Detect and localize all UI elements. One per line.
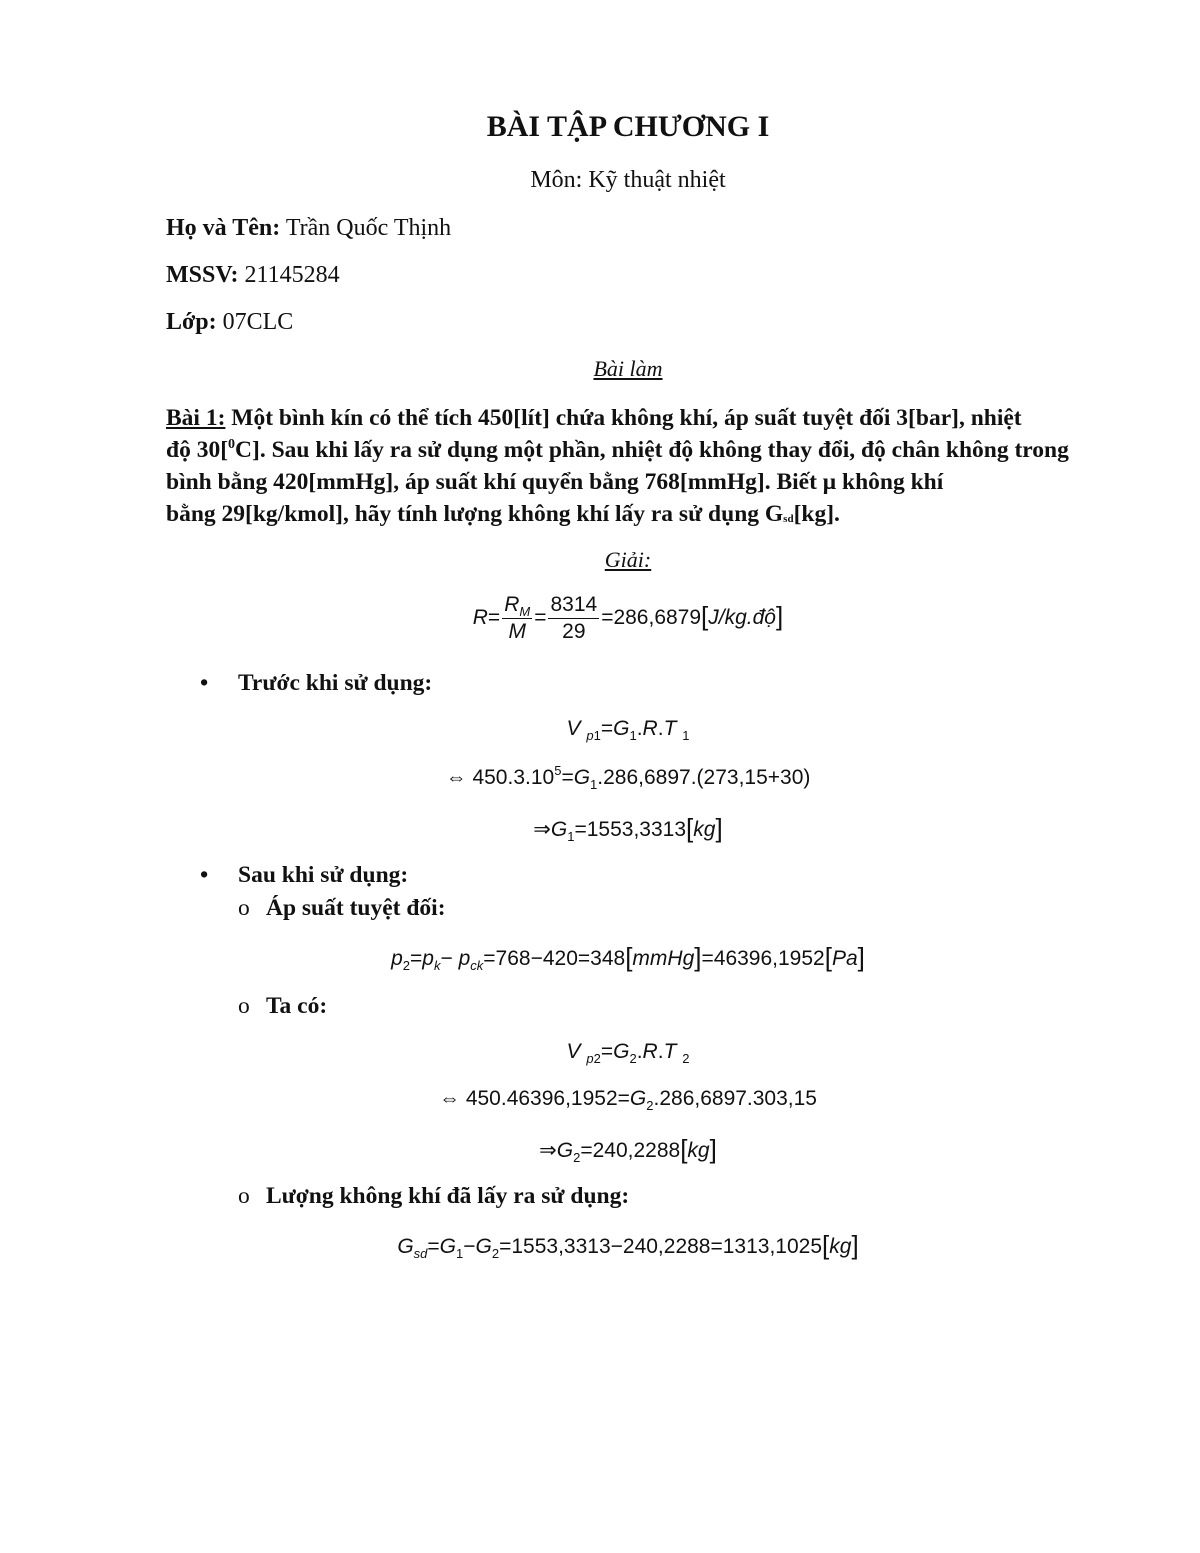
problem-line-2-sup: 0 bbox=[228, 437, 236, 452]
problem-line-4-sub: sd bbox=[783, 513, 794, 525]
g2-value: =240,2288 bbox=[580, 1139, 681, 1162]
student-class-label: Lớp: bbox=[166, 309, 217, 335]
problem-line-2-b: C]. Sau khi lấy ra sử dụng một phần, nhiệt độ không thay đổi, độ chân không trong bbox=[235, 437, 1069, 463]
subbullet-amount-used-text: Lượng không khí đã lấy ra sử dụng: bbox=[266, 1183, 630, 1209]
eq2-left: 450.3.10 bbox=[472, 766, 555, 789]
student-name-line bbox=[166, 215, 451, 242]
solution-title: Giải: bbox=[604, 547, 652, 572]
problem-line-1-text: Một bình kín có thể tích 450[lít] chứa không khí, áp suất tuyệt đối 3[bar], nhiệt bbox=[231, 405, 1022, 431]
equation-pressure: $p_2=p_k-$ $p_{ck}=768-420=348[mmHg]=46396,1952[Pa]$ bbox=[391, 942, 865, 973]
page-title: BÀI TẬP CHƯƠNG I bbox=[486, 110, 770, 143]
p2-value-pa: =46396,1952 bbox=[701, 947, 825, 970]
problem-label: Bài 1: bbox=[166, 405, 226, 431]
subbullet-abs-pressure-text: Áp suất tuyệt đối: bbox=[266, 895, 446, 921]
g2-unit: kg bbox=[687, 1139, 710, 1162]
problem-line-1 bbox=[166, 402, 1106, 434]
eq2-right: 286,6897.(273,15+30) bbox=[603, 766, 811, 789]
eq6-right: .286,6897.303,15 bbox=[653, 1087, 817, 1110]
problem-line-4 bbox=[166, 498, 1106, 535]
student-id: 21145284 bbox=[244, 262, 340, 288]
student-class: 07CLC bbox=[222, 309, 294, 335]
bullet-after-text: Sau khi sử dụng: bbox=[238, 862, 409, 888]
r-numerator: 8314 bbox=[548, 592, 599, 619]
r-unit: J/kg.độ bbox=[708, 606, 776, 630]
bullet-before-text: Trước khi sử dụng: bbox=[238, 670, 433, 696]
eq2-exponent: 5 bbox=[554, 763, 562, 778]
p2-unit-mmhg: mmHg bbox=[632, 947, 695, 970]
r-denominator: 29 bbox=[562, 620, 586, 643]
subbullet-we-have-text: Ta có: bbox=[266, 993, 328, 1019]
equation-gsd-result: $G_{sd}=G_1-G_2=1553,3313-240,2288=1313,1025[kg]$ bbox=[397, 1230, 859, 1261]
g1-value: =1553,3313 bbox=[574, 818, 687, 841]
student-name-label: Họ và Tên: bbox=[166, 215, 281, 241]
p2-unit-pa: Pa bbox=[831, 947, 858, 970]
r-value: =286,6879 bbox=[601, 606, 702, 630]
problem-statement bbox=[166, 402, 1106, 535]
gsd-unit: kg bbox=[829, 1235, 852, 1258]
problem-line-2-a: độ 30[ bbox=[166, 437, 229, 463]
subbullet-we-have: o Ta có: bbox=[238, 993, 328, 1019]
equation-state-after: V $_{p2}=G_2.R.T$ $_2$ bbox=[566, 1040, 690, 1066]
page-subtitle: Môn: Kỹ thuật nhiệt bbox=[530, 167, 726, 193]
student-class-line bbox=[166, 309, 293, 336]
g1-unit: kg bbox=[693, 818, 716, 841]
p2-value: =768−420=348 bbox=[483, 947, 626, 970]
student-id-line bbox=[166, 262, 340, 289]
problem-line-4-a: bằng 29[kg/kmol], hãy tính lượng không khí lấy ra sử dụng G bbox=[166, 501, 784, 527]
bullet-before-use: • Trước khi sử dụng: bbox=[200, 670, 433, 696]
subbullet-amount-used: o Lượng không khí đã lấy ra sử dụng: bbox=[238, 1183, 630, 1209]
subbullet-abs-pressure: o Áp suất tuyệt đối: bbox=[238, 895, 446, 921]
equation-after-substitution: ⇔ $450.46396,1952=G_2.286,6897.303,15$ bbox=[438, 1087, 817, 1113]
equation-state-before: V $_{p1}=G_1.R.T$ $_1$ bbox=[566, 717, 690, 743]
bullet-after-use: • Sau khi sử dụng: bbox=[200, 862, 409, 888]
student-id-label: MSSV: bbox=[166, 262, 239, 288]
problem-line-4-b: [kg]. bbox=[793, 501, 840, 527]
equation-gas-constant: R= $\frac{R_M}{M}$ = $\frac{8314}{29}$ =286,6879[J/kg.độ] bbox=[472, 593, 784, 643]
eq6-left: 450.46396,1952 bbox=[465, 1087, 618, 1110]
student-name: Trần Quốc Thịnh bbox=[285, 215, 452, 241]
problem-line-2 bbox=[166, 434, 1106, 466]
equation-g2-result: $\Rightarrow G_2=240,2288[kg]$ bbox=[539, 1134, 717, 1165]
equation-before-substitution: ⇔ $450.3.10^5=G_1.286,6897.(273,15+30)$ bbox=[445, 763, 811, 792]
equation-g1-result: $\Rightarrow G_1=1553,3313[kg]$ bbox=[533, 813, 723, 844]
gsd-value: =1553,3313−240,2288=1313,1025 bbox=[499, 1235, 823, 1258]
section-title: Bài làm bbox=[593, 356, 663, 381]
problem-line-3: bình bằng 420[mmHg], áp suất khí quyển bằng 768[mmHg]. Biết μ không khí bbox=[166, 469, 944, 495]
